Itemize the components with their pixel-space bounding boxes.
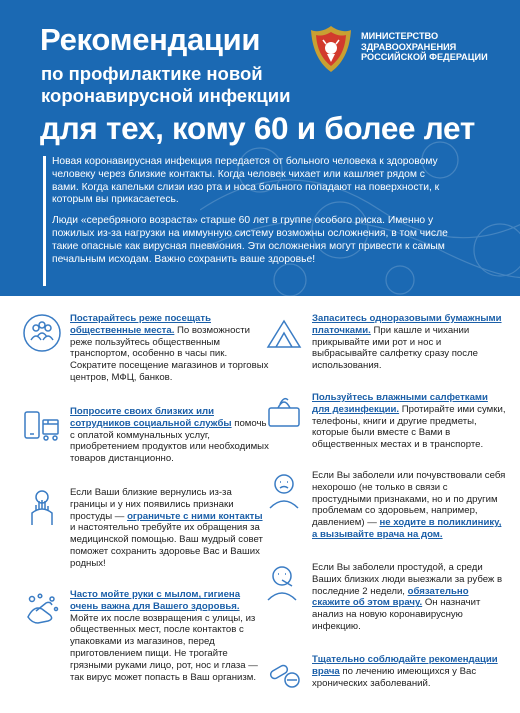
title-main: Рекомендации — [40, 22, 261, 57]
rec-wet-wipes — [312, 392, 507, 451]
title-subtitle: по профилактике новой коронавирусной инфекции — [41, 63, 291, 106]
rec-text: и настоятельно требуйте их обращения за медицинской помощью. Ваш мудрый совет поможет сохранить здоровье Вас и Ваших родных! — [70, 522, 263, 569]
rec-text: помочь с оплатой коммунальных услуг, приобретением продуктов или необходимых товаров дистанционно. — [70, 417, 269, 465]
rec-highlight: не ходите в поликлинику, а вызывайте врача на дом. — [312, 517, 502, 540]
header-banner — [0, 0, 520, 296]
crowd-icon — [22, 313, 62, 353]
intro-accent-bar — [43, 156, 46, 286]
coat-of-arms-emblem-icon — [309, 24, 353, 74]
rec-text: Протирайте ими сумки, телефоны, книги и другие предметы, которые были вместе с Вами в общественных местах и в транспорте. — [312, 403, 506, 451]
ministry-name — [361, 31, 501, 63]
rec-highlight: Часто мойте руки с мылом, гигиена очень важна для Вашего здоровья. — [70, 589, 241, 612]
rec-tissues — [312, 313, 502, 372]
rec-highlight: Попросите своих близких или сотрудников социальной службы — [70, 406, 232, 429]
ministry-line-3: РОССИЙСКОЙ ФЕДЕРАЦИИ — [361, 52, 488, 62]
rec-text-pre: Если Ваши близкие вернулись из-за границы и у них появились признаки простуды — — [70, 487, 234, 522]
rec-highlight: Пользуйтесь влажными салфетками для дезинфекции. — [312, 392, 488, 415]
ministry-line-2: ЗДРАВООХРАНЕНИЯ — [361, 41, 457, 52]
rec-highlight: Постарайтесь реже посещать общественные места. — [70, 313, 211, 336]
sick-person-icon — [264, 470, 304, 510]
pills-icon — [264, 654, 304, 694]
rec-text-pre: Если Вы заболели простудой, а среди Ваших близких люди выезжали за рубеж в последние 2 недели, — [312, 562, 503, 597]
hand-washing-icon — [22, 589, 62, 629]
rec-highlight: Запаситесь одноразовыми бумажными платочками. — [312, 313, 502, 336]
tissue-icon — [264, 313, 304, 353]
ministry-line-1: МИНИСТЕРСТВО — [361, 31, 439, 41]
rec-text: По возможности реже пользуйтесь общественным транспортом, особенно в часы пик. Сократите посещение магазинов и торговых центров, МФЦ, банков. — [70, 324, 269, 383]
rec-text: Мойте их после возвращения с улицы, из общественных мест, после контактов с упаковками из магазинов, перед приготовлением пищи. Не трогайте грязными руками лицо, рот, нос и глаза — так вирус может попасть в Ваш организм. — [70, 612, 258, 683]
rec-tell-doctor — [312, 562, 507, 633]
fever-person-icon — [264, 562, 304, 602]
rec-text: Он назначит анализ на новую коронавирусную инфекцию. — [312, 597, 481, 632]
intro-text — [52, 156, 452, 266]
rec-text-pre: Если Вы заболели или почувствовали себя нехорошо (не только в связи с простудными признаками, но и по другим проблемам со здоровьем, например, давлением) — — [312, 470, 506, 529]
rec-highlight: Тщательно соблюдайте рекомендации врача — [312, 654, 498, 677]
rec-wash-hands — [70, 589, 270, 683]
wet-wipes-icon — [264, 392, 304, 432]
rec-public-places — [70, 313, 270, 384]
intro-paragraph-2: Люди «серебряного возраста» старше 60 лет в группе особого риска. Именно у пожилых из-за нагрузки на иммунную систему возможны осложнения, в том числе такие опасные как вирусная пневмония. Эти осложнения могут привести к самым печальным исходам. Важно сохранить ваше здоровье! — [52, 215, 448, 265]
hand-stop-icon — [22, 487, 62, 527]
intro-paragraph-1: Новая коронавирусная инфекция передается от больного человека к здоровому человеку через близкие контакты. Когда человек чихает или кашляет рядом с вами. Когда капельки слизи изо рта и носа больного попадают на поверхности, к которым вы прикасаетесь. — [52, 156, 440, 206]
rec-limit-contacts — [70, 487, 270, 570]
rec-call-doctor — [312, 470, 507, 541]
rec-chronic-treatment — [312, 654, 507, 689]
rec-highlight: ограничьте с ними контакты — [127, 510, 263, 522]
rec-text: При кашле и чихании прикрывайте ими рот и нос и выбрасывайте салфетку сразу после использования. — [312, 324, 478, 372]
rec-ask-relatives — [70, 406, 270, 465]
phone-delivery-icon — [22, 406, 62, 446]
rec-highlight: обязательно скажите об этом врачу. — [312, 585, 469, 609]
title-age-group: для тех, кому 60 и более лет — [40, 110, 475, 146]
rec-text: по лечению имеющихся у Вас хронических заболеваний. — [312, 665, 477, 689]
